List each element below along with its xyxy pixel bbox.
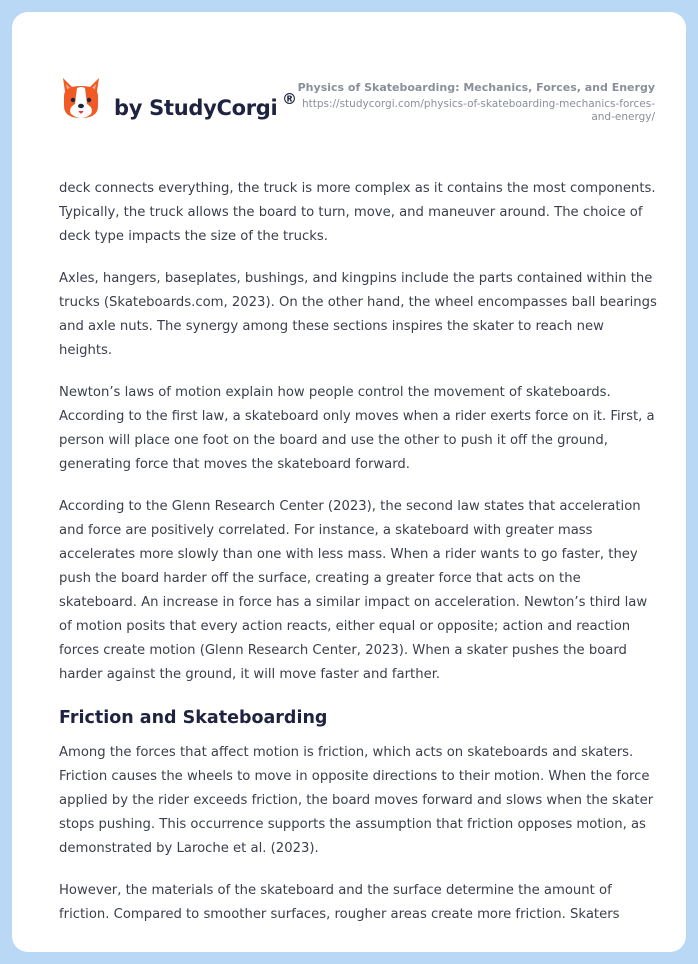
brand-name: by StudyCorgi (114, 96, 278, 120)
paragraph: deck connects everything, the truck is more complex as it contains the most components. Typically, the truck allows the board to turn, move, and maneuver around. The choice of deck type impacts the size of the trucks. (59, 181, 656, 244)
document-meta (295, 81, 655, 124)
paragraph: Newton’s laws of motion explain how people control the movement of skateboards. According to the first law, a skateboard only moves when a rider exerts force on it. First, a person will place one foot on the board and use the other to push it off the ground, generating force that moves the skateboard forward. (59, 385, 655, 472)
page-header (12, 12, 686, 162)
section-heading: Friction and Skateboarding (59, 708, 328, 728)
studycorgi-logo[interactable] (60, 76, 310, 126)
registered-mark: ® (282, 90, 297, 108)
paragraph: Axles, hangers, baseplates, bushings, and kingpins include the parts contained within the trucks (Skateboards.com, 2023). On the other hand, the wheel encompasses ball bearings and axle nuts. The synergy among these sections inspires the skater to reach new heights. (59, 271, 657, 358)
paragraph: However, the materials of the skateboard and the surface determine the amount of friction. Compared to smoother surfaces, rougher areas create more friction. Skaters (59, 883, 620, 922)
document-title: Physics of Skateboarding: Mechanics, Forces, and Energy (297, 81, 655, 94)
document-page (12, 12, 686, 952)
document-url[interactable]: https://studycorgi.com/physics-of-skateboarding-mechanics-forces-and-energy/ (301, 98, 655, 123)
document-body (59, 177, 659, 945)
corgi-icon (60, 76, 102, 122)
paragraph: According to the Glenn Research Center (2023), the second law states that acceleration and force are positively correlated. For instance, a skateboard with greater mass accelerates more slowly than one with less mass. When a rider wants to go faster, they push the board harder off the surface, creating a greater force that acts on the skateboard. An increase in force has a similar impact on acceleration. Newton’s third law of motion posits that every action reacts, either equal or opposite; action and reaction forces create motion (Glenn Research Center, 2023). When a skater pushes the board harder against the ground, it will move faster and farther. (59, 499, 648, 682)
paragraph: Among the forces that affect motion is friction, which acts on skateboards and skaters. Friction causes the wheels to move in opposite directions to their motion. When the force applied by the rider exceeds friction, the board moves forward and slows when the skater stops pushing. This occurrence supports the assumption that friction opposes motion, as demonstrated by Laroche et al. (2023). (59, 745, 654, 856)
